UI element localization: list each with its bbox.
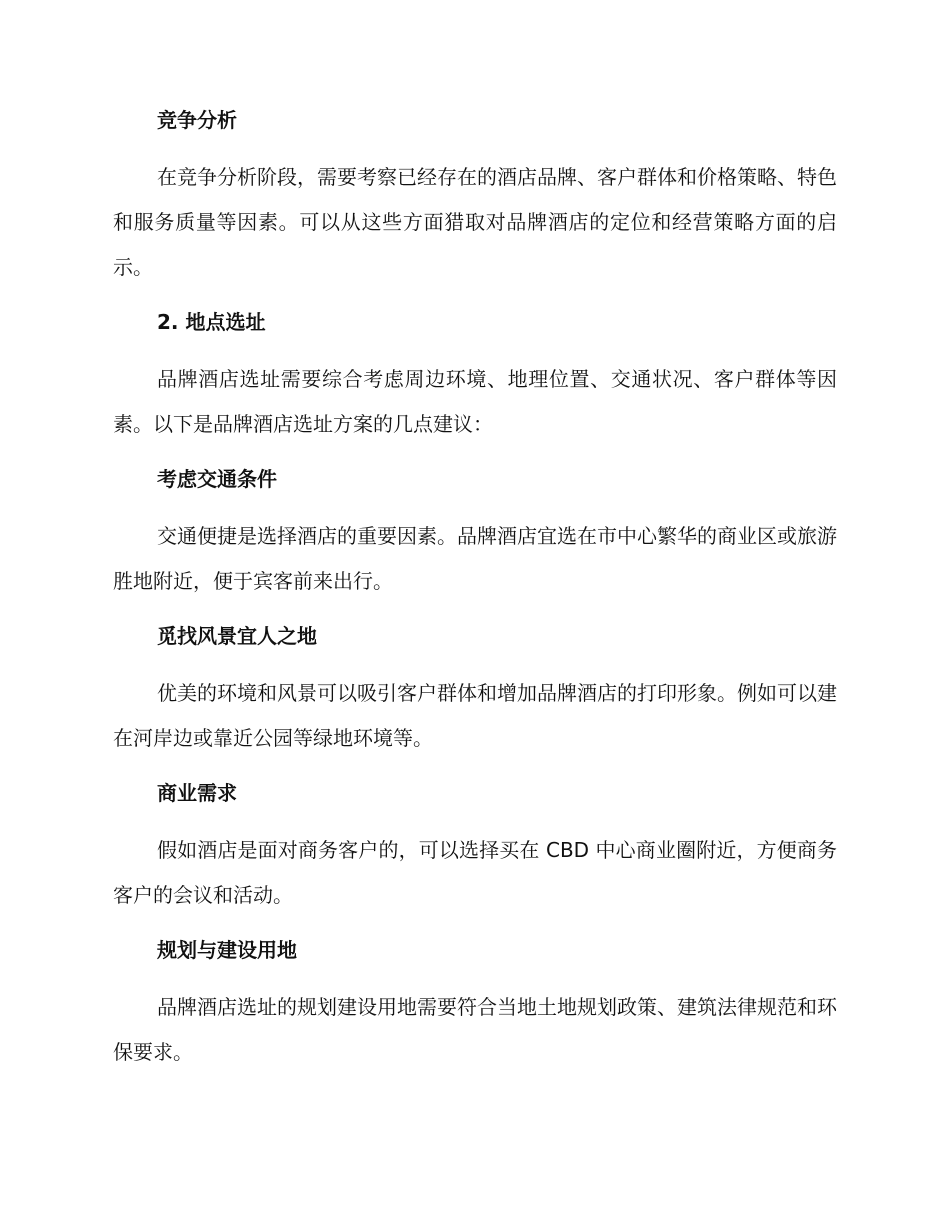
section-heading-competition: 竞争分析 xyxy=(157,108,237,132)
section-heading-land-use: 规划与建设用地 xyxy=(157,938,297,962)
section-paragraph-site-selection: 品牌酒店选址需要综合考虑周边环境、地理位置、交通状况、客户群体等因素。以下是品牌酒店选址方案的几点建议： xyxy=(113,367,837,436)
document-page xyxy=(113,110,837,1075)
section-heading-business: 商业需求 xyxy=(157,781,237,805)
section-paragraph-business: 假如酒店是面对商务客户的，可以选择买在 CBD 中心商业圈附近，方便商务客户的会议和活动。 xyxy=(113,838,837,907)
section-paragraph-land-use: 品牌酒店选址的规划建设用地需要符合当地土地规划政策、建筑法律规范和环保要求。 xyxy=(113,995,837,1064)
section-paragraph-transport: 交通便捷是选择酒店的重要因素。品牌酒店宜选在市中心繁华的商业区或旅游胜地附近，便于宾客前来出行。 xyxy=(113,524,837,593)
section-heading-scenery: 觅找风景宜人之地 xyxy=(157,624,317,648)
section-heading-site-selection: 2. 地点选址 xyxy=(157,310,266,334)
section-paragraph-scenery: 优美的环境和风景可以吸引客户群体和增加品牌酒店的打印形象。例如可以建在河岸边或靠近公园等绿地环境等。 xyxy=(113,681,837,750)
section-paragraph-competition: 在竞争分析阶段，需要考察已经存在的酒店品牌、客户群体和价格策略、特色和服务质量等因素。可以从这些方面猎取对品牌酒店的定位和经营策略方面的启示。 xyxy=(113,165,837,279)
section-heading-transport: 考虑交通条件 xyxy=(157,467,277,491)
